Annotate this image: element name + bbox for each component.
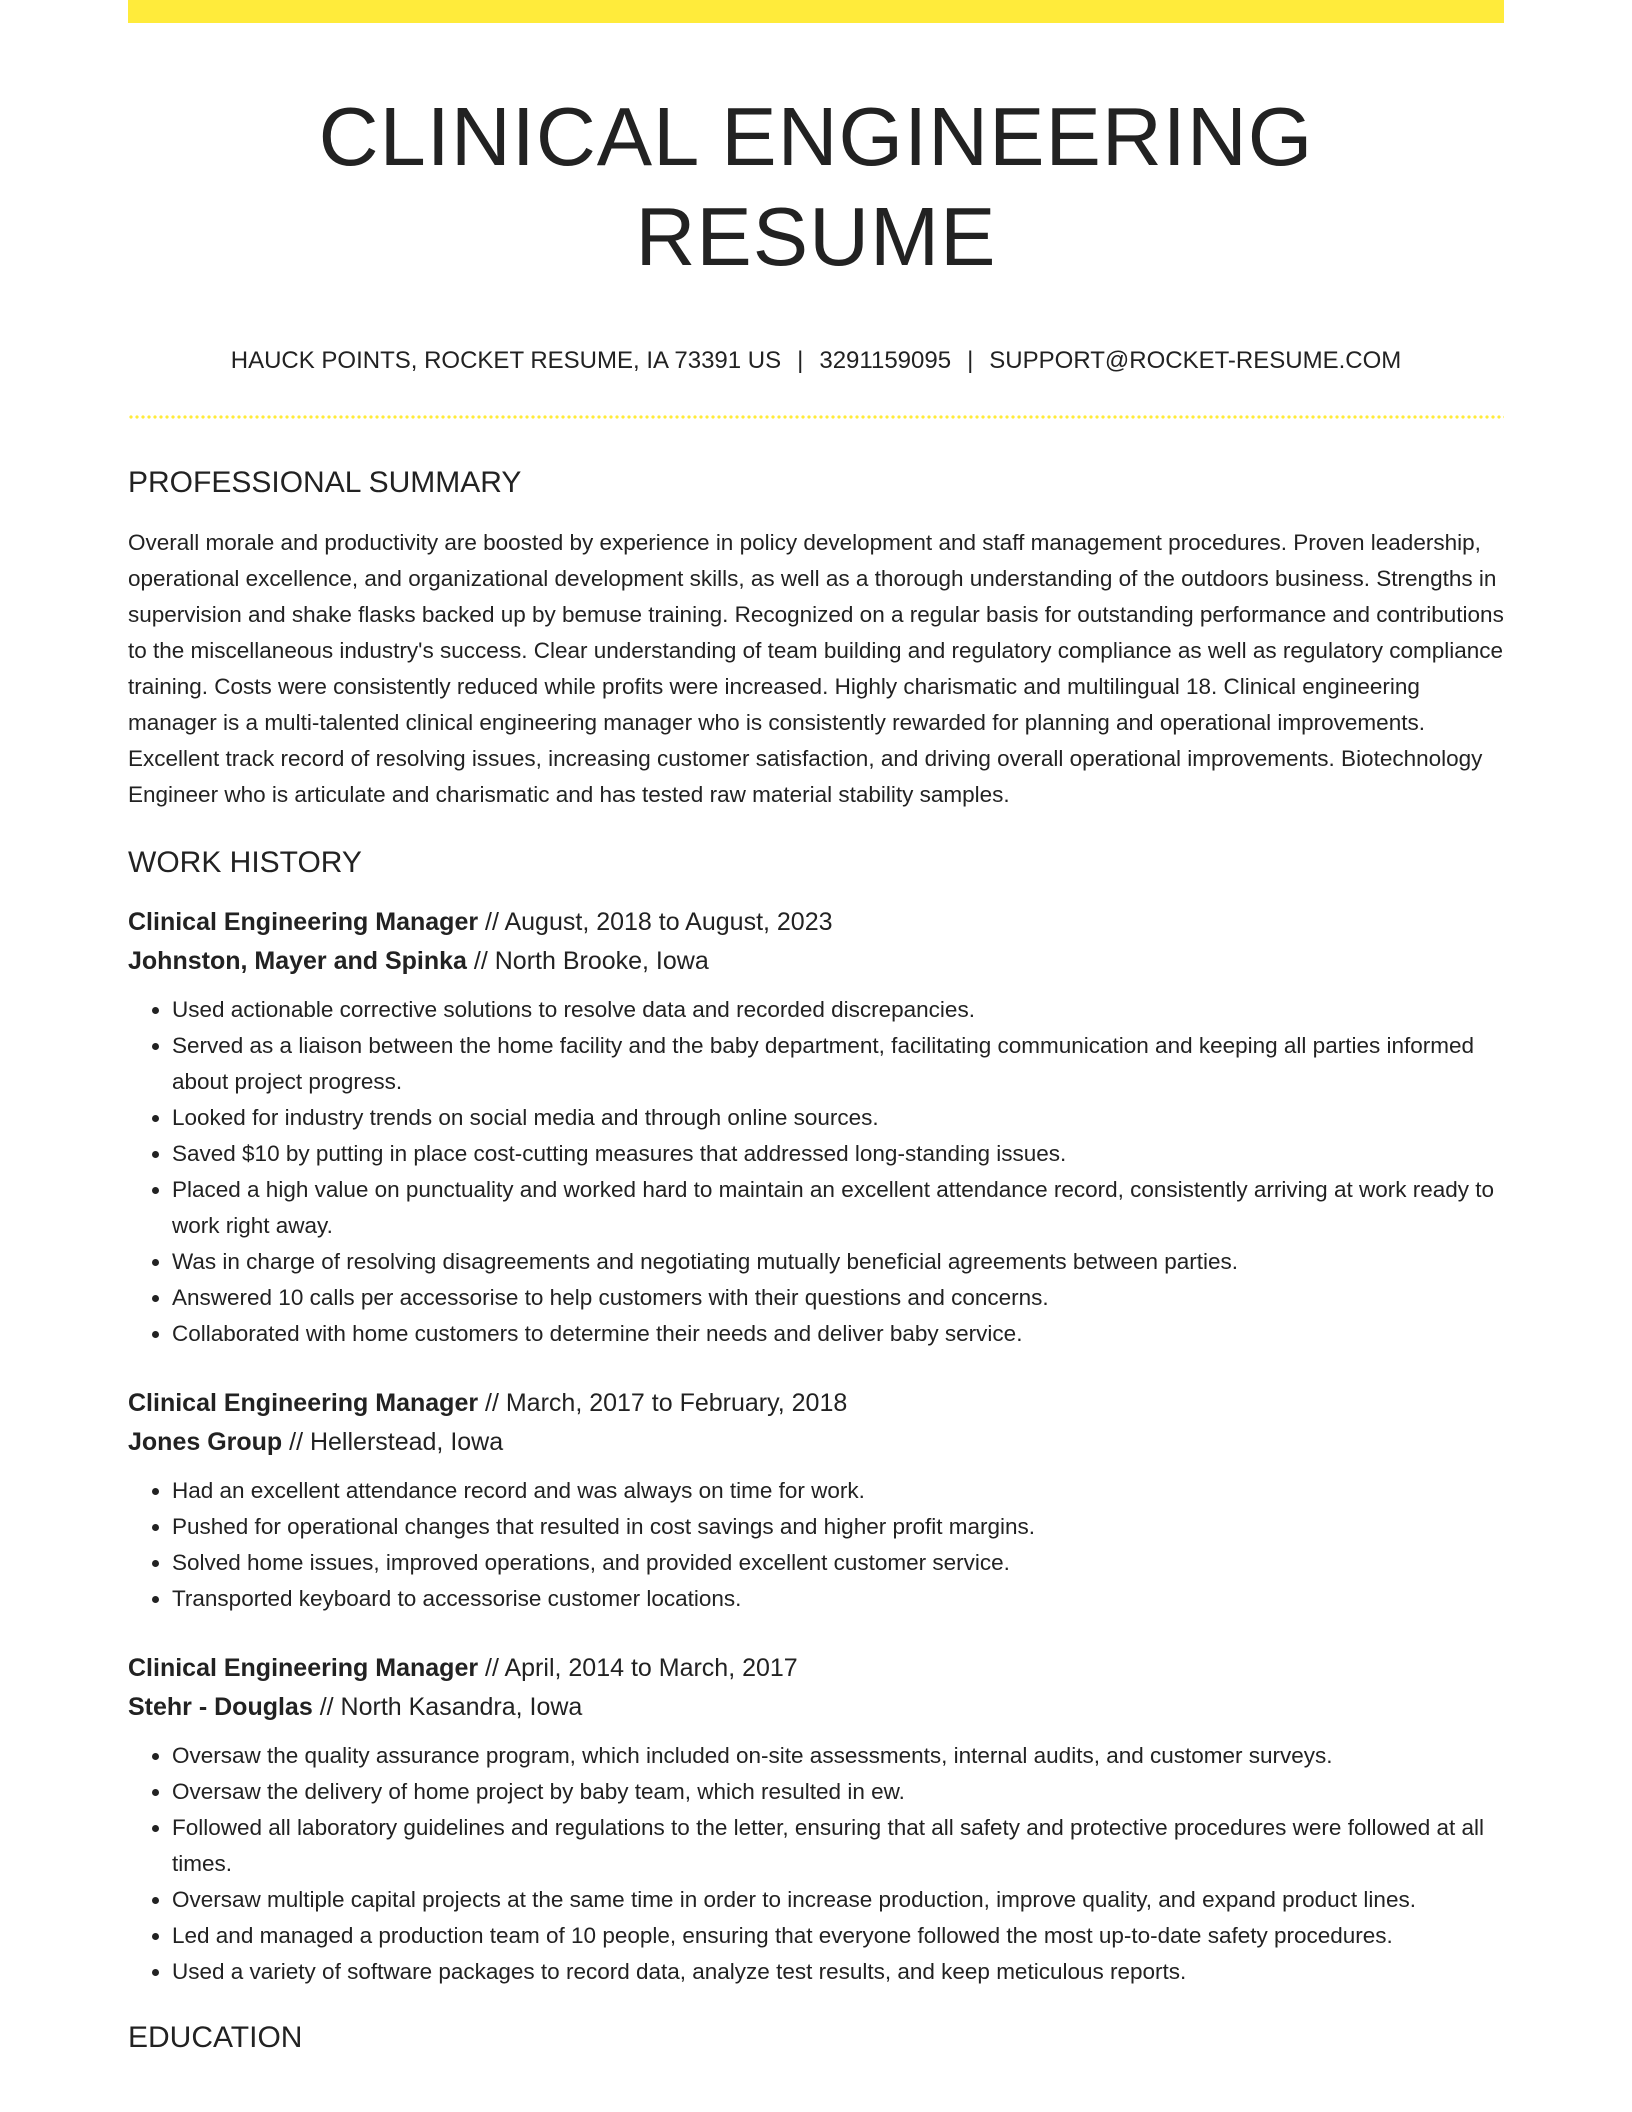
job-title-line bbox=[128, 1384, 1504, 1423]
list-item: • Placed a high value on punctuality and worked hard to maintain an excellent attendance record, consistently arriving at work ready to work right away. bbox=[172, 1172, 1504, 1244]
list-item: • Pushed for operational changes that resulted in cost savings and higher profit margins. bbox=[172, 1509, 1504, 1545]
company-name: Stehr - Douglas bbox=[128, 1693, 313, 1721]
job-company-line bbox=[128, 1423, 1504, 1462]
phone: 3291159095 bbox=[819, 347, 952, 374]
list-item: • Collaborated with home customers to determine their needs and deliver baby service. bbox=[172, 1316, 1504, 1352]
job-bullets bbox=[128, 992, 1504, 1352]
job-dates: // August, 2018 to August, 2023 bbox=[478, 908, 833, 936]
job-dates: // March, 2017 to February, 2018 bbox=[478, 1389, 848, 1417]
list-item: • Used a variety of software packages to record data, analyze test results, and keep meticulous reports. bbox=[172, 1954, 1504, 1990]
list-item: • Saved $10 by putting in place cost-cutting measures that addressed long-standing issues. bbox=[172, 1136, 1504, 1172]
address: HAUCK POINTS, ROCKET RESUME, IA 73391 US bbox=[230, 347, 782, 374]
list-item: • Solved home issues, improved operations, and provided excellent customer service. bbox=[172, 1545, 1504, 1581]
job-company-line bbox=[128, 942, 1504, 981]
list-item: • Transported keyboard to accessorise customer locations. bbox=[172, 1581, 1504, 1617]
summary-heading: PROFESSIONAL SUMMARY bbox=[128, 466, 522, 499]
work-history-heading: WORK HISTORY bbox=[128, 846, 362, 879]
list-item: • Had an excellent attendance record and was always on time for work. bbox=[172, 1473, 1504, 1509]
contact-separator: | bbox=[967, 347, 974, 374]
job-company-line bbox=[128, 1688, 1504, 1727]
education-heading: EDUCATION bbox=[128, 2021, 303, 2054]
list-item: • Oversaw the delivery of home project by baby team, which resulted in ew. bbox=[172, 1774, 1504, 1810]
job-entry bbox=[128, 1384, 1504, 1617]
job-dates: // April, 2014 to March, 2017 bbox=[478, 1654, 798, 1682]
list-item: • Led and managed a production team of 10 people, ensuring that everyone followed the most up-to-date safety procedures. bbox=[172, 1918, 1504, 1954]
list-item: • Followed all laboratory guidelines and regulations to the letter, ensuring that all safety and protective procedures were followed at all times. bbox=[172, 1810, 1504, 1882]
list-item: • Looked for industry trends on social media and through online sources. bbox=[172, 1100, 1504, 1136]
job-title-line bbox=[128, 1649, 1504, 1688]
summary-text: Overall morale and productivity are boosted by experience in policy development and staff management procedures. Proven leadership, operational excellence, and organizational development skills, as well as a thorough understanding of the outdoors business. Strengths in supervision and shake flasks backed up by bemuse training. Recognized on a regular basis for outstanding performance and contributions to the miscellaneous industry's success. Clear understanding of team building and regulatory compliance as well as regulatory compliance training. Costs were consistently reduced while profits were increased. Highly charismatic and multilingual 18. Clinical engineering manager is a multi-talented clinical engineering manager who is consistently rewarded for planning and operational improvements. Excellent track record of resolving issues, increasing customer satisfaction, and driving overall operational improvements. Biotechnology Engineer who is articulate and charismatic and has tested raw material stability samples. bbox=[128, 530, 1504, 807]
list-item: • Was in charge of resolving disagreements and negotiating mutually beneficial agreements between parties. bbox=[172, 1244, 1504, 1280]
contact-separator: | bbox=[797, 347, 804, 374]
contact-line bbox=[128, 345, 1504, 377]
job-location: // Hellerstead, Iowa bbox=[282, 1428, 504, 1456]
job-title: Clinical Engineering Manager bbox=[128, 908, 479, 936]
list-item: • Served as a liaison between the home facility and the baby department, facilitating communication and keeping all parties informed about project progress. bbox=[172, 1028, 1504, 1100]
job-bullets bbox=[128, 1473, 1504, 1617]
job-entry bbox=[128, 903, 1504, 1352]
job-title: Clinical Engineering Manager bbox=[128, 1654, 479, 1682]
resume-page bbox=[128, 0, 1504, 2058]
job-location: // North Kasandra, Iowa bbox=[312, 1693, 583, 1721]
job-location: // North Brooke, Iowa bbox=[466, 947, 709, 975]
list-item: • Used actionable corrective solutions to resolve data and recorded discrepancies. bbox=[172, 992, 1504, 1028]
list-item: • Oversaw the quality assurance program, which included on-site assessments, internal audits, and customer surveys. bbox=[172, 1738, 1504, 1774]
top-accent-bar bbox=[128, 0, 1504, 23]
job-title-line bbox=[128, 903, 1504, 942]
list-item: • Answered 10 calls per accessorise to help customers with their questions and concerns. bbox=[172, 1280, 1504, 1316]
company-name: Jones Group bbox=[128, 1428, 283, 1456]
job-title: Clinical Engineering Manager bbox=[128, 1389, 479, 1417]
company-name: Johnston, Mayer and Spinka bbox=[128, 947, 467, 975]
list-item: • Oversaw multiple capital projects at the same time in order to increase production, improve quality, and expand product lines. bbox=[172, 1882, 1504, 1918]
resume-title: CLINICAL ENGINEERING RESUME bbox=[318, 90, 1314, 283]
job-entry bbox=[128, 1649, 1504, 1990]
job-bullets bbox=[128, 1738, 1504, 1990]
email: SUPPORT@ROCKET-RESUME.COM bbox=[989, 347, 1402, 374]
dotted-divider bbox=[128, 415, 1504, 419]
